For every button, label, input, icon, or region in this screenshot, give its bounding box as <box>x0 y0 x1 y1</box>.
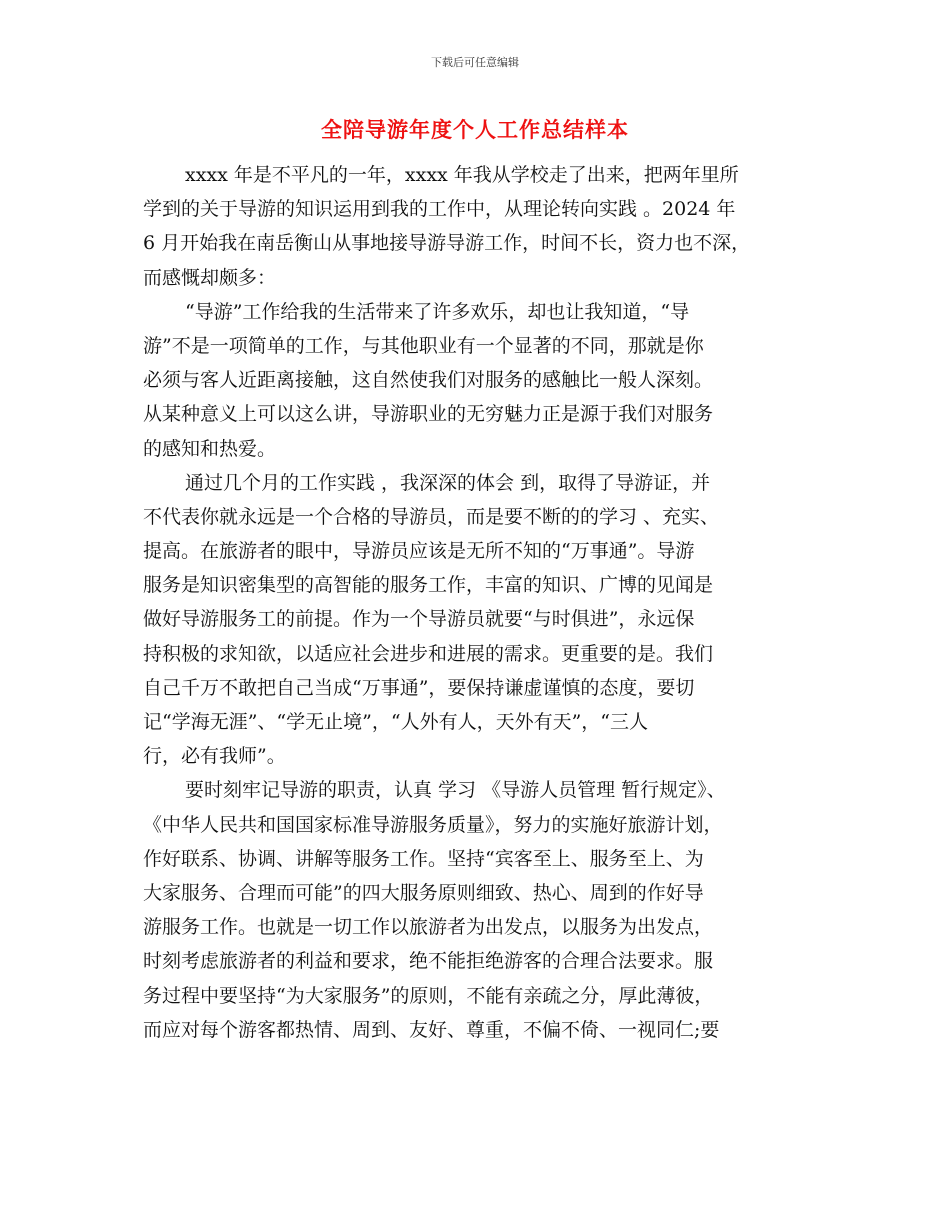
paragraph <box>143 466 823 774</box>
text-line: 记“学海无涯”、“学无止境”，“人外有人，天外有天”，“三人 <box>143 711 648 733</box>
text-line: 游”不是一项简单的工作，与其他职业有一个显著的不同，那就是你 <box>143 334 704 357</box>
text-line: 自己千万不敢把自己当成“万事通”，要保持谦虚谨慎的态度，要切 <box>143 676 695 699</box>
paragraph <box>143 295 823 466</box>
text-line: 大家服务、合理而可能”的四大服务原则细致、热心、周到的作好导 <box>143 881 704 904</box>
text-line: 不代表你就永远是一个合格的导游员，而是要不断的的学习 、充实、 <box>143 505 720 528</box>
text-line: 的感知和热爱。 <box>143 437 277 460</box>
text-line: 学到的关于导游的知识运用到我的工作中，从理论转向实践 。2024 年 <box>143 198 736 221</box>
text-line: 而应对每个游客都热情、周到、友好、尊重，不偏不倚、一视同仁;要 <box>143 1018 720 1041</box>
text-line: 通过几个月的工作实践 ，我深深的体会 到，取得了导游证，并 <box>185 471 711 494</box>
text-line: 必须与客人近距离接触，这自然使我们对服务的感触比一般人深刻。 <box>143 369 714 392</box>
document-body <box>143 158 823 1047</box>
text-line: 游服务工作。也就是一切工作以旅游者为出发点，以服务为出发点， <box>143 916 714 939</box>
text-line: 而感慨却颇多： <box>143 266 277 289</box>
text-line: 做好导游服务工的前提。作为一个导游员就要“与时俱进”，永远保 <box>143 608 695 631</box>
paragraph <box>143 158 823 295</box>
text-line: 提高。在旅游者的眼中，导游员应该是无所不知的“万事通”。导游 <box>143 540 695 563</box>
header-note: 下载后可任意编辑 <box>431 56 519 69</box>
text-line: 从某种意义上可以这么讲，导游职业的无穷魅力正是源于我们对服务 <box>143 403 714 426</box>
text-line: xxxx 年是不平凡的一年，xxxx 年我从学校走了出来，把两年里所 <box>185 164 739 186</box>
text-line: 务过程中要坚持“为大家服务”的原则，不能有亲疏之分，厚此薄彼， <box>143 984 714 1007</box>
text-line: 6 月开始我在南岳衡山从事地接导游导游工作，时间不长，资力也不深， <box>143 232 751 255</box>
text-line: 要时刻牢记导游的职责，认真 学习 《导游人员管理 暂行规定》、 <box>185 779 726 802</box>
text-line: 作好联系、协调、讲解等服务工作。坚持“宾客至上、服务至上、为 <box>143 847 704 870</box>
text-line: 行，必有我师”。 <box>143 745 286 768</box>
text-line: 持积极的求知欲，以适应社会进步和进展的需求。更重要的是。我们 <box>143 642 714 665</box>
text-line: 时刻考虑旅游者的利益和要求，绝不能拒绝游客的合理合法要求。服 <box>143 950 714 973</box>
paragraph <box>143 773 823 1047</box>
text-line: “导游”工作给我的生活带来了许多欢乐，却也让我知道，“导 <box>185 300 690 323</box>
text-line: 《中华人民共和国国家标准导游服务质量》，努力的实施好旅游计划， <box>143 813 723 836</box>
text-line: 服务是知识密集型的高智能的服务工作，丰富的知识、广博的见闻是 <box>143 574 714 597</box>
document-title: 全陪导游年度个人工作总结样本 <box>321 118 629 142</box>
